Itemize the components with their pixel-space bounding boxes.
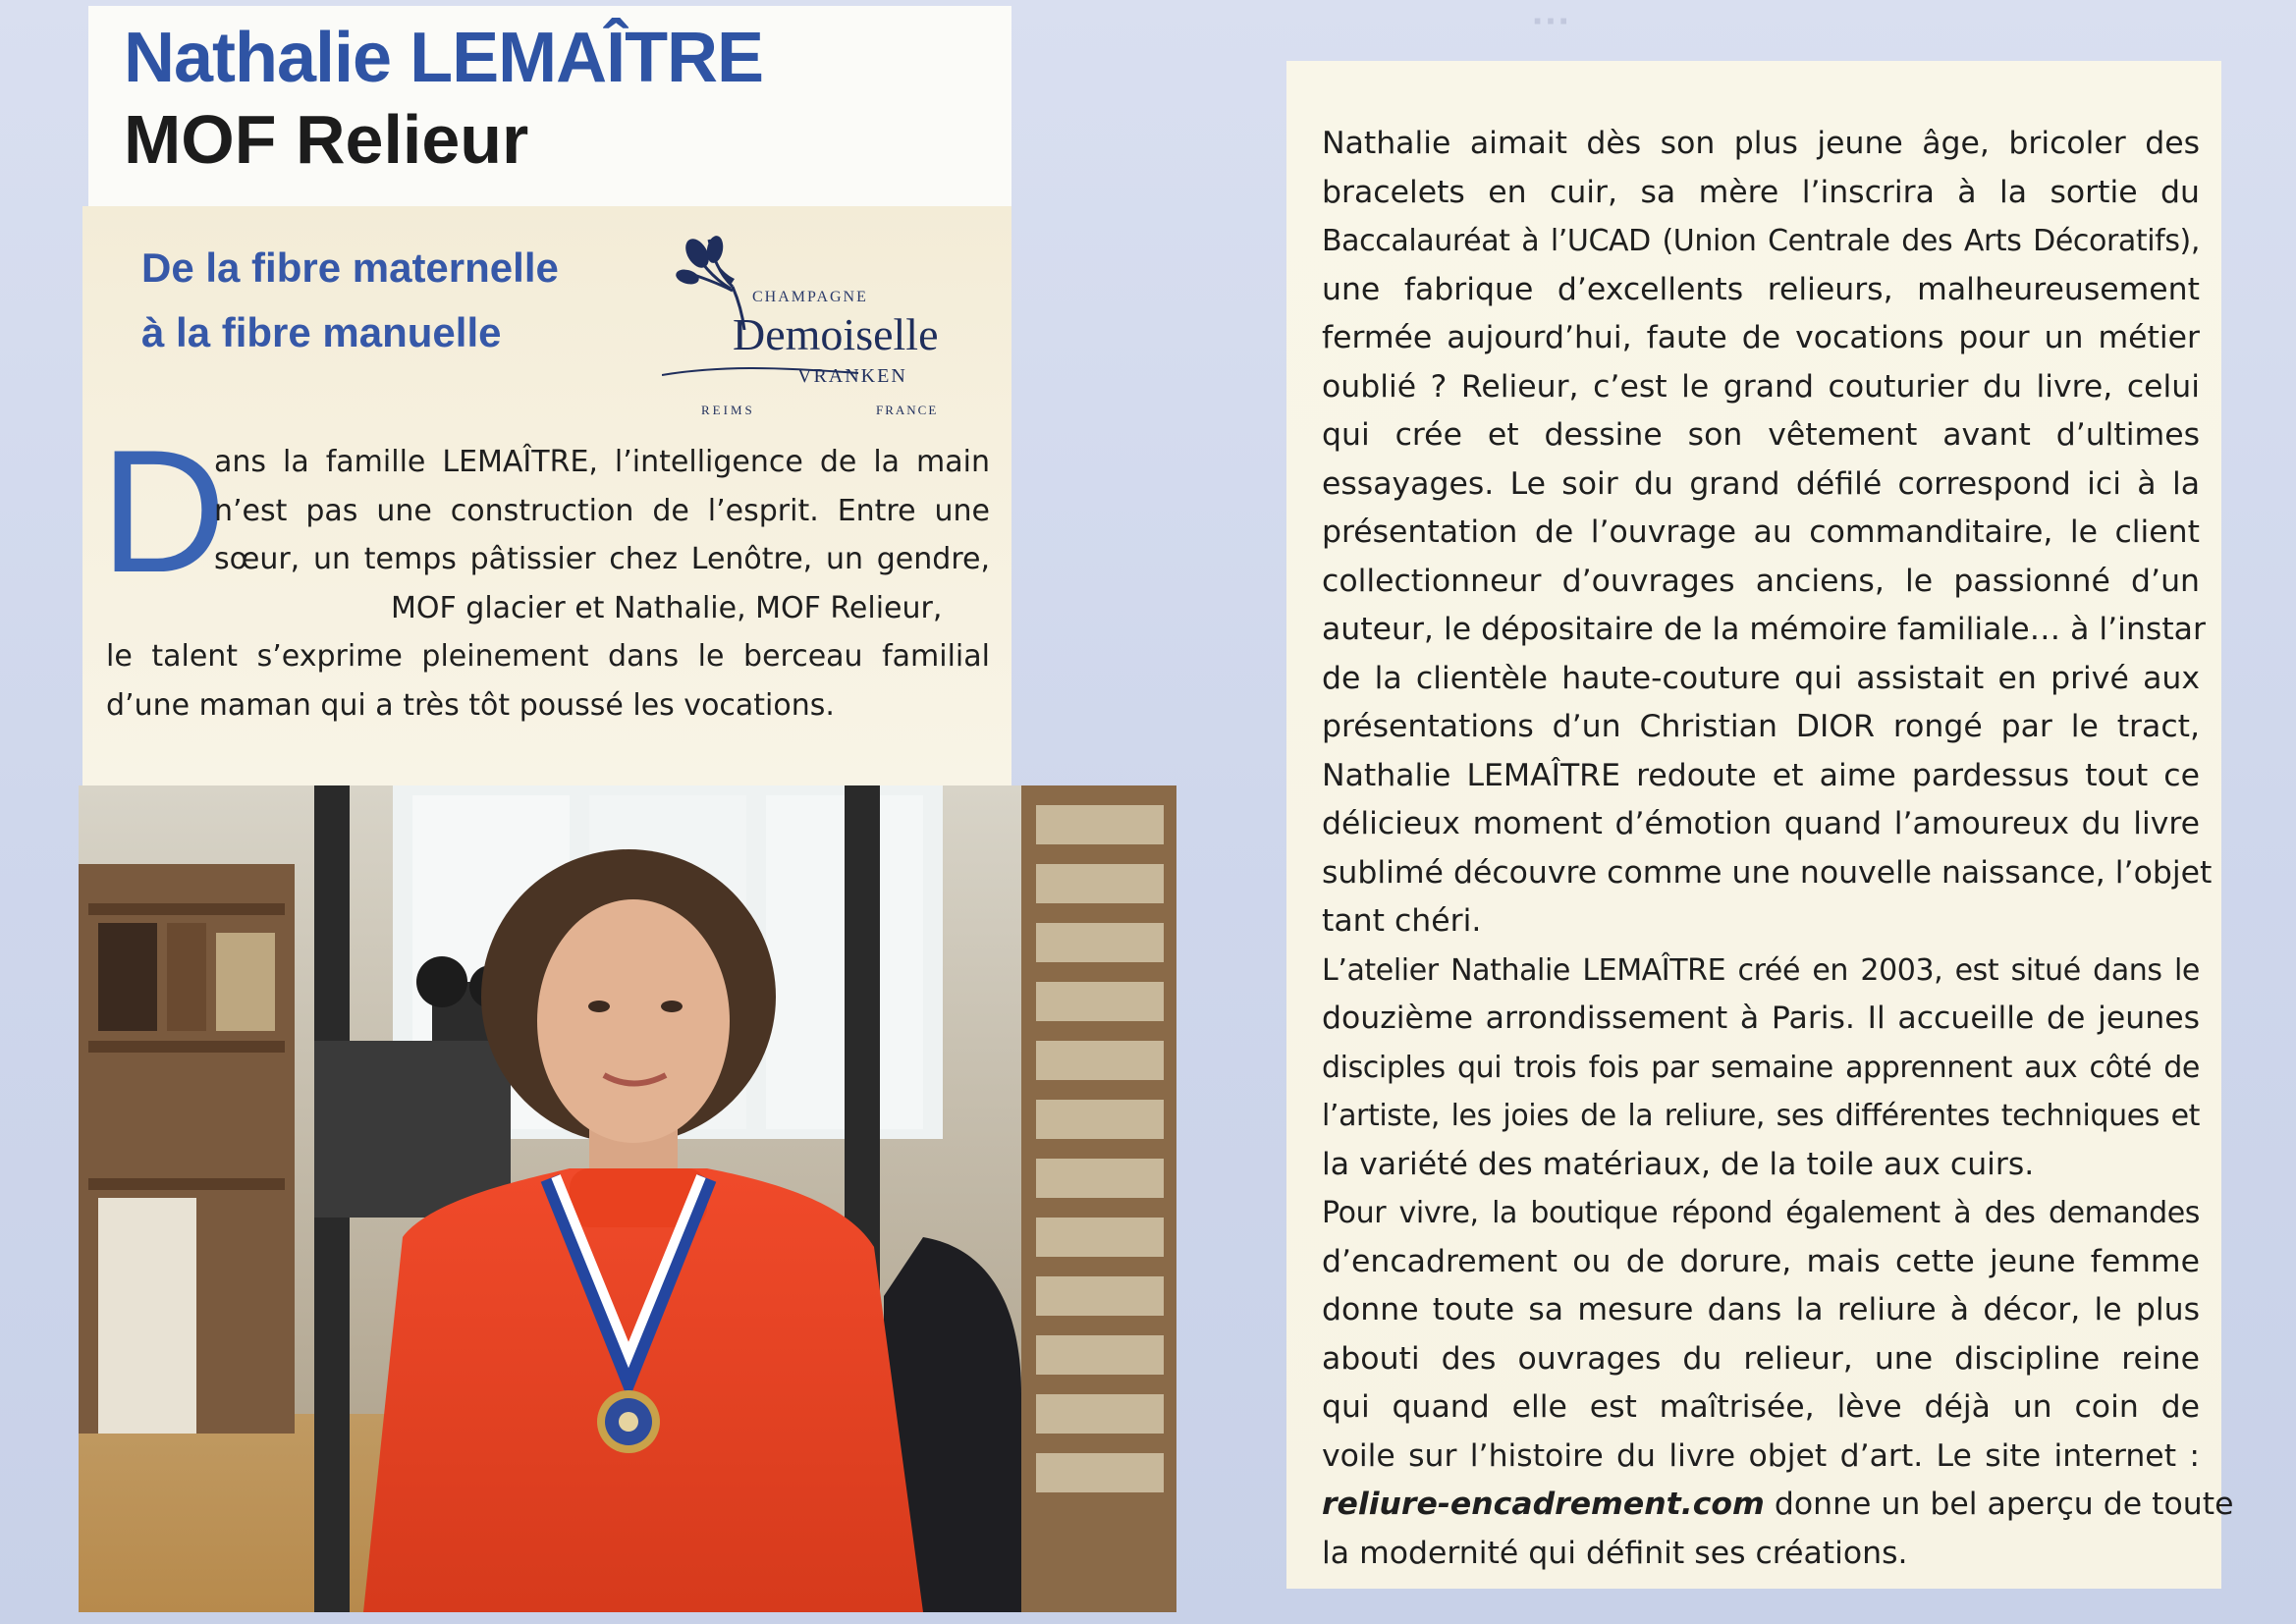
article-line: Nathalie aimait dès son plus jeune âge, bricoler des: [1322, 126, 2200, 161]
article-line: la variété des matériaux, de la toile aux cuirs.: [1322, 1146, 2035, 1182]
article-line-website: [1322, 1481, 2234, 1530]
intro-panel: [82, 206, 1011, 787]
article-line: Pour vivre, la boutique répond également à des demandes: [1322, 1196, 2200, 1230]
article-header: [88, 6, 1011, 206]
article-line: la modernité qui définit ses créations.: [1322, 1535, 1908, 1571]
workshop-scene: [79, 785, 1176, 1612]
article-line: l’artiste, les joies de la reliure, ses différentes techniques et: [1322, 1099, 2200, 1133]
section-heading-line-1: De la fibre maternelle: [141, 244, 559, 291]
intro-line: MOF glacier et Nathalie, MOF Relieur,: [391, 590, 943, 625]
logo-city-text: REIMS: [701, 403, 755, 417]
article-line: tant chéri.: [1322, 903, 1482, 939]
article-line: présentations d’un Christian DIOR rongé par le tract,: [1322, 709, 2200, 744]
website-link[interactable]: reliure-encadrement.com: [1322, 1487, 1765, 1522]
article-line: sublimé découvre comme une nouvelle naissance, l’objet: [1322, 854, 2213, 891]
article-line: voile sur l’histoire du livre objet d’art. Le site internet :: [1322, 1437, 2200, 1474]
logo-champagne-text: CHAMPAGNE: [752, 289, 868, 305]
article-line: L’atelier Nathalie LEMAÎTRE créé en 2003, est situé dans le: [1322, 952, 2200, 988]
article-line: une fabrique d’excellents relieurs, malheureusement: [1322, 271, 2200, 307]
article-line: Baccalauréat à l’UCAD (Union Centrale des Arts Décoratifs),: [1322, 224, 2200, 258]
page-title: Nathalie LEMAÎTRE: [124, 19, 764, 97]
article-line: oublié ? Relieur, c’est le grand couturier du livre, celui: [1322, 368, 2200, 405]
article-line: essayages. Le soir du grand défilé correspond ici à la: [1322, 465, 2200, 502]
drop-cap: D: [100, 413, 227, 609]
section-heading: [141, 236, 559, 365]
sponsor-logo: [662, 228, 976, 424]
article-panel: [1286, 61, 2234, 1589]
article-body: [1322, 120, 2234, 1578]
article-line: qui quand elle est maîtrisée, lève déjà un coin de: [1322, 1389, 2200, 1425]
article-line: de la clientèle haute-couture qui assistait en privé aux: [1322, 660, 2200, 696]
article-line: qui crée et dessine son vêtement avant d’ultimes: [1322, 417, 2200, 453]
intro-line: ans la famille LEMAÎTRE, l’intelligence de la main: [214, 445, 990, 479]
article-line: auteur, le dépositaire de la mémoire familiale… à l’instar: [1322, 612, 2206, 647]
article-line: collectionneur d’ouvrages anciens, le passionné d’un: [1322, 563, 2200, 599]
article-line: présentation de l’ouvrage au commanditaire, le client: [1322, 514, 2200, 550]
section-heading-line-2: à la fibre manuelle: [141, 309, 502, 355]
intro-paragraph: [106, 438, 990, 730]
article-line: Nathalie LEMAÎTRE redoute et aime pardessus tout ce: [1322, 757, 2200, 793]
medal-icon: [597, 1390, 660, 1453]
article-line: abouti des ouvrages du relieur, une discipline reine: [1322, 1340, 2200, 1377]
article-line: douzième arrondissement à Paris. Il accueille de jeunes: [1322, 1001, 2200, 1036]
article-line: d’encadrement ou de dorure, mais cette jeune femme: [1322, 1243, 2200, 1279]
article-line: délicieux moment d’émotion quand l’amoureux du livre: [1322, 806, 2200, 841]
website-line-rest: donne un bel aperçu de toute: [1764, 1487, 2234, 1522]
intro-line: le talent s’exprime pleinement dans le berceau familial: [106, 639, 990, 674]
intro-line: sœur, un temps pâtissier chez Lenôtre, un gendre,: [214, 542, 990, 576]
article-line: disciples qui trois fois par semaine apprennent aux côté de: [1322, 1050, 2200, 1085]
article-line: bracelets en cuir, sa mère l’inscrira à la sortie du: [1322, 174, 2200, 210]
article-line: donne toute sa mesure dans la reliure à décor, le plus: [1322, 1292, 2200, 1327]
background-ghost-text: ···: [1532, 0, 1571, 43]
logo-house-text: VRANKEN: [797, 365, 907, 387]
portrait-photo: [79, 785, 1176, 1612]
logo-brand-text: Demoiselle: [733, 309, 939, 359]
article-line: fermée aujourd’hui, faute de vocations pour un métier: [1322, 320, 2200, 355]
intro-line: d’une maman qui a très tôt poussé les vocations.: [106, 687, 835, 723]
logo-country-text: FRANCE: [876, 403, 939, 417]
intro-line: n’est pas une construction de l’esprit. Entre une: [214, 493, 990, 528]
page-subtitle: MOF Relieur: [124, 101, 529, 178]
